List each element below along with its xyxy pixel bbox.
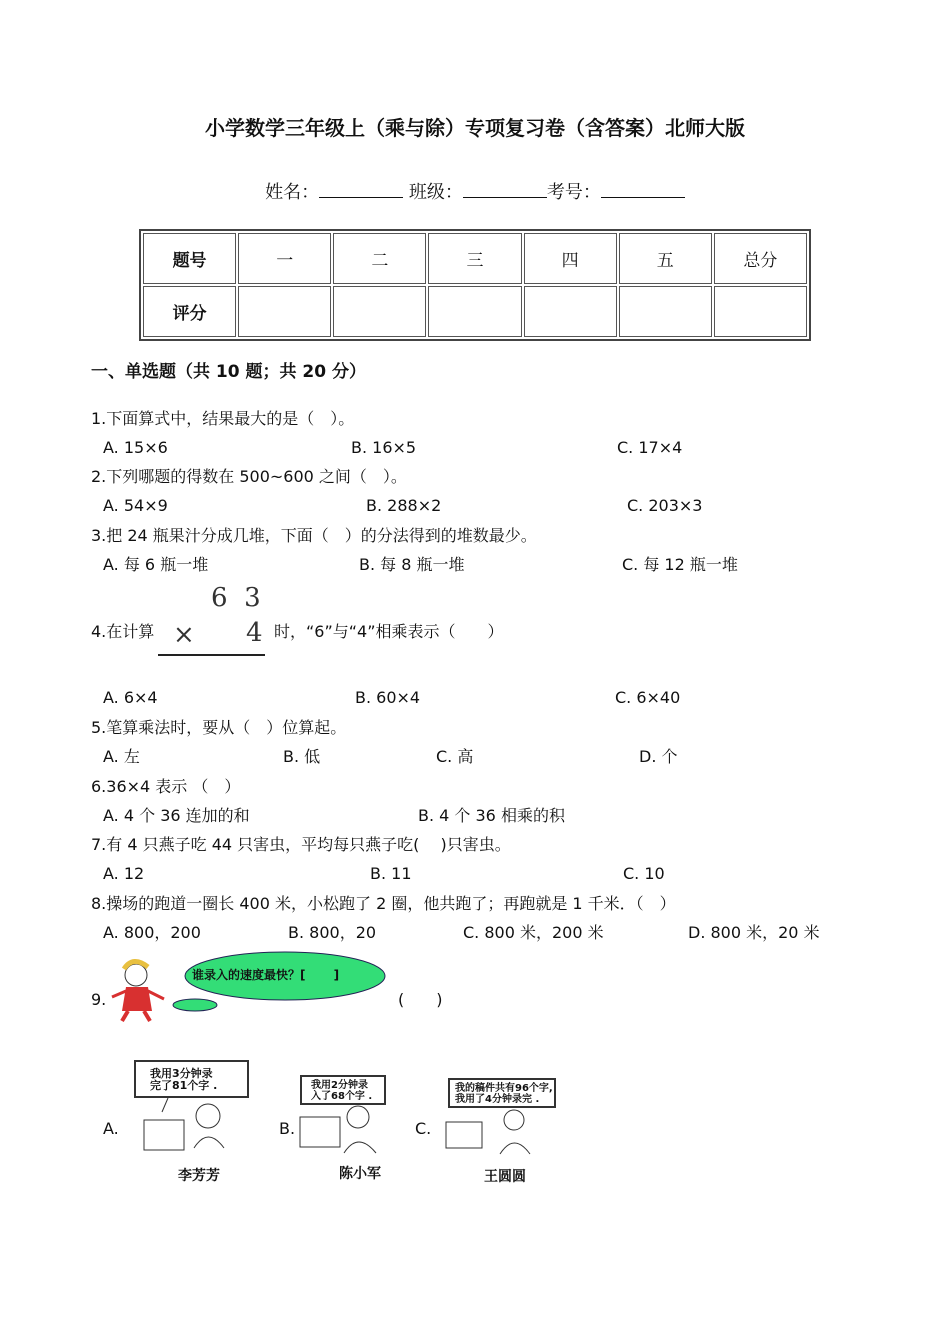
person-at-computer-icon bbox=[296, 1105, 386, 1160]
score-cell[interactable] bbox=[428, 286, 521, 337]
option-b[interactable]: B. 每 8 瓶一堆 bbox=[359, 555, 465, 574]
score-header-cell: 三 bbox=[428, 233, 521, 284]
student-info bbox=[0, 178, 950, 204]
speech-line: 我用了4分钟录完 . bbox=[455, 1094, 540, 1105]
option-d[interactable]: D. 个 bbox=[639, 747, 678, 766]
option-c-label[interactable]: C. bbox=[415, 1119, 432, 1138]
option-b-label[interactable]: B. bbox=[279, 1119, 296, 1138]
page-title: 小学数学三年级上（乘与除）专项复习卷（含答案）北师大版 bbox=[205, 116, 745, 140]
speech-box-a bbox=[134, 1060, 249, 1098]
question-6: 6.36×4 表示 （ ） bbox=[91, 777, 241, 796]
option-a[interactable]: A. 每 6 瓶一堆 bbox=[103, 555, 209, 574]
speech-line: 我的稿件共有96个字, bbox=[455, 1083, 553, 1094]
speech-line: 我用2分钟录 bbox=[311, 1080, 368, 1091]
score-header-cell: 总分 bbox=[714, 233, 807, 284]
option-b[interactable]: B. 60×4 bbox=[355, 688, 421, 707]
option-d[interactable]: D. 800 米，20 米 bbox=[688, 923, 820, 942]
question-5: 5.笔算乘法时，要从（ ）位算起。 bbox=[91, 718, 347, 737]
person-name: 李芳芳 bbox=[178, 1168, 220, 1184]
score-cell[interactable] bbox=[238, 286, 331, 337]
question-4-suffix: 时，“6”与“4”相乘表示（ ） bbox=[274, 622, 504, 641]
name-blank[interactable] bbox=[319, 181, 403, 198]
question-1: 1.下面算式中，结果最大的是（ ）。 bbox=[91, 409, 355, 428]
option-b[interactable]: B. 11 bbox=[370, 864, 412, 883]
score-header-cell: 一 bbox=[238, 233, 331, 284]
question-2: 2.下列哪题的得数在 500~600 之间（ ）。 bbox=[91, 467, 407, 486]
question-8: 8.操场的跑道一圈长 400 米，小松跑了 2 圈，他共跑了；再跑就是 1 千米．（ ） bbox=[91, 894, 676, 913]
question-9: 9. bbox=[91, 990, 107, 1009]
exam-no-label: 考号： bbox=[546, 182, 601, 203]
option-b[interactable]: B. 800，20 bbox=[288, 923, 377, 942]
score-cell[interactable] bbox=[714, 286, 807, 337]
vertical-top-number: 6 3 bbox=[211, 583, 261, 613]
person-name: 王圆圆 bbox=[484, 1169, 526, 1185]
person-at-computer-icon bbox=[442, 1108, 537, 1163]
person-name: 陈小军 bbox=[339, 1166, 381, 1182]
option-a[interactable]: A. 12 bbox=[103, 864, 145, 883]
option-b[interactable]: B. 4 个 36 相乘的积 bbox=[418, 806, 565, 825]
speech-line: 我用3分钟录 bbox=[150, 1067, 213, 1080]
score-header-cell: 四 bbox=[524, 233, 617, 284]
option-c[interactable]: C. 800 米，200 米 bbox=[463, 923, 604, 942]
option-c[interactable]: C. 6×40 bbox=[615, 688, 681, 707]
score-header-cell: 题号 bbox=[143, 233, 236, 284]
section-heading: 一、单选题（共 10 题；共 20 分） bbox=[91, 362, 366, 382]
option-a[interactable]: A. 54×9 bbox=[103, 496, 168, 515]
cloud-text: 谁录入的速度最快？[ ] bbox=[192, 968, 340, 982]
option-c[interactable]: C. 10 bbox=[623, 864, 665, 883]
class-blank[interactable] bbox=[463, 181, 547, 198]
option-a[interactable]: A. 800，200 bbox=[103, 923, 201, 942]
vertical-bottom-number: 4 bbox=[246, 618, 263, 648]
score-header-cell: 五 bbox=[619, 233, 712, 284]
exam-no-blank[interactable] bbox=[601, 181, 685, 198]
speech-box-b bbox=[300, 1075, 386, 1105]
times-sign: × bbox=[173, 620, 195, 650]
score-cell[interactable] bbox=[333, 286, 426, 337]
option-c[interactable]: C. 高 bbox=[436, 747, 474, 766]
option-a-label[interactable]: A. bbox=[103, 1119, 119, 1138]
speech-line: 完了81个字 . bbox=[150, 1079, 218, 1092]
person-at-computer-icon bbox=[138, 1098, 238, 1158]
option-c[interactable]: C. 17×4 bbox=[617, 438, 683, 457]
score-header-cell: 二 bbox=[333, 233, 426, 284]
option-b[interactable]: B. 低 bbox=[283, 747, 321, 766]
name-label: 姓名： bbox=[265, 182, 320, 203]
score-cell[interactable] bbox=[619, 286, 712, 337]
option-b[interactable]: B. 288×2 bbox=[366, 496, 442, 515]
question-4-prefix: 4.在计算 bbox=[91, 622, 155, 641]
score-cell[interactable] bbox=[524, 286, 617, 337]
option-c[interactable]: C. 每 12 瓶一堆 bbox=[622, 555, 738, 574]
speech-box-c bbox=[448, 1078, 556, 1108]
question-7: 7.有 4 只燕子吃 44 只害虫，平均每只燕子吃( )只害虫。 bbox=[91, 835, 511, 854]
vertical-line bbox=[158, 654, 265, 656]
class-label: 班级： bbox=[408, 182, 463, 203]
score-row-label: 评分 bbox=[143, 286, 236, 337]
question-3: 3.把 24 瓶果汁分成几堆，下面（ ）的分法得到的堆数最少。 bbox=[91, 526, 537, 545]
score-table bbox=[139, 229, 811, 341]
girl-illustration bbox=[108, 955, 168, 1023]
option-b[interactable]: B. 16×5 bbox=[351, 438, 417, 457]
speech-line: 入了68个字 . bbox=[311, 1091, 373, 1102]
option-a[interactable]: A. 左 bbox=[103, 747, 140, 766]
option-a[interactable]: A. 4 个 36 连加的和 bbox=[103, 806, 250, 825]
option-a[interactable]: A. 15×6 bbox=[103, 438, 168, 457]
answer-paren: ( ) bbox=[398, 990, 443, 1009]
option-a[interactable]: A. 6×4 bbox=[103, 688, 158, 707]
option-c[interactable]: C. 203×3 bbox=[627, 496, 703, 515]
